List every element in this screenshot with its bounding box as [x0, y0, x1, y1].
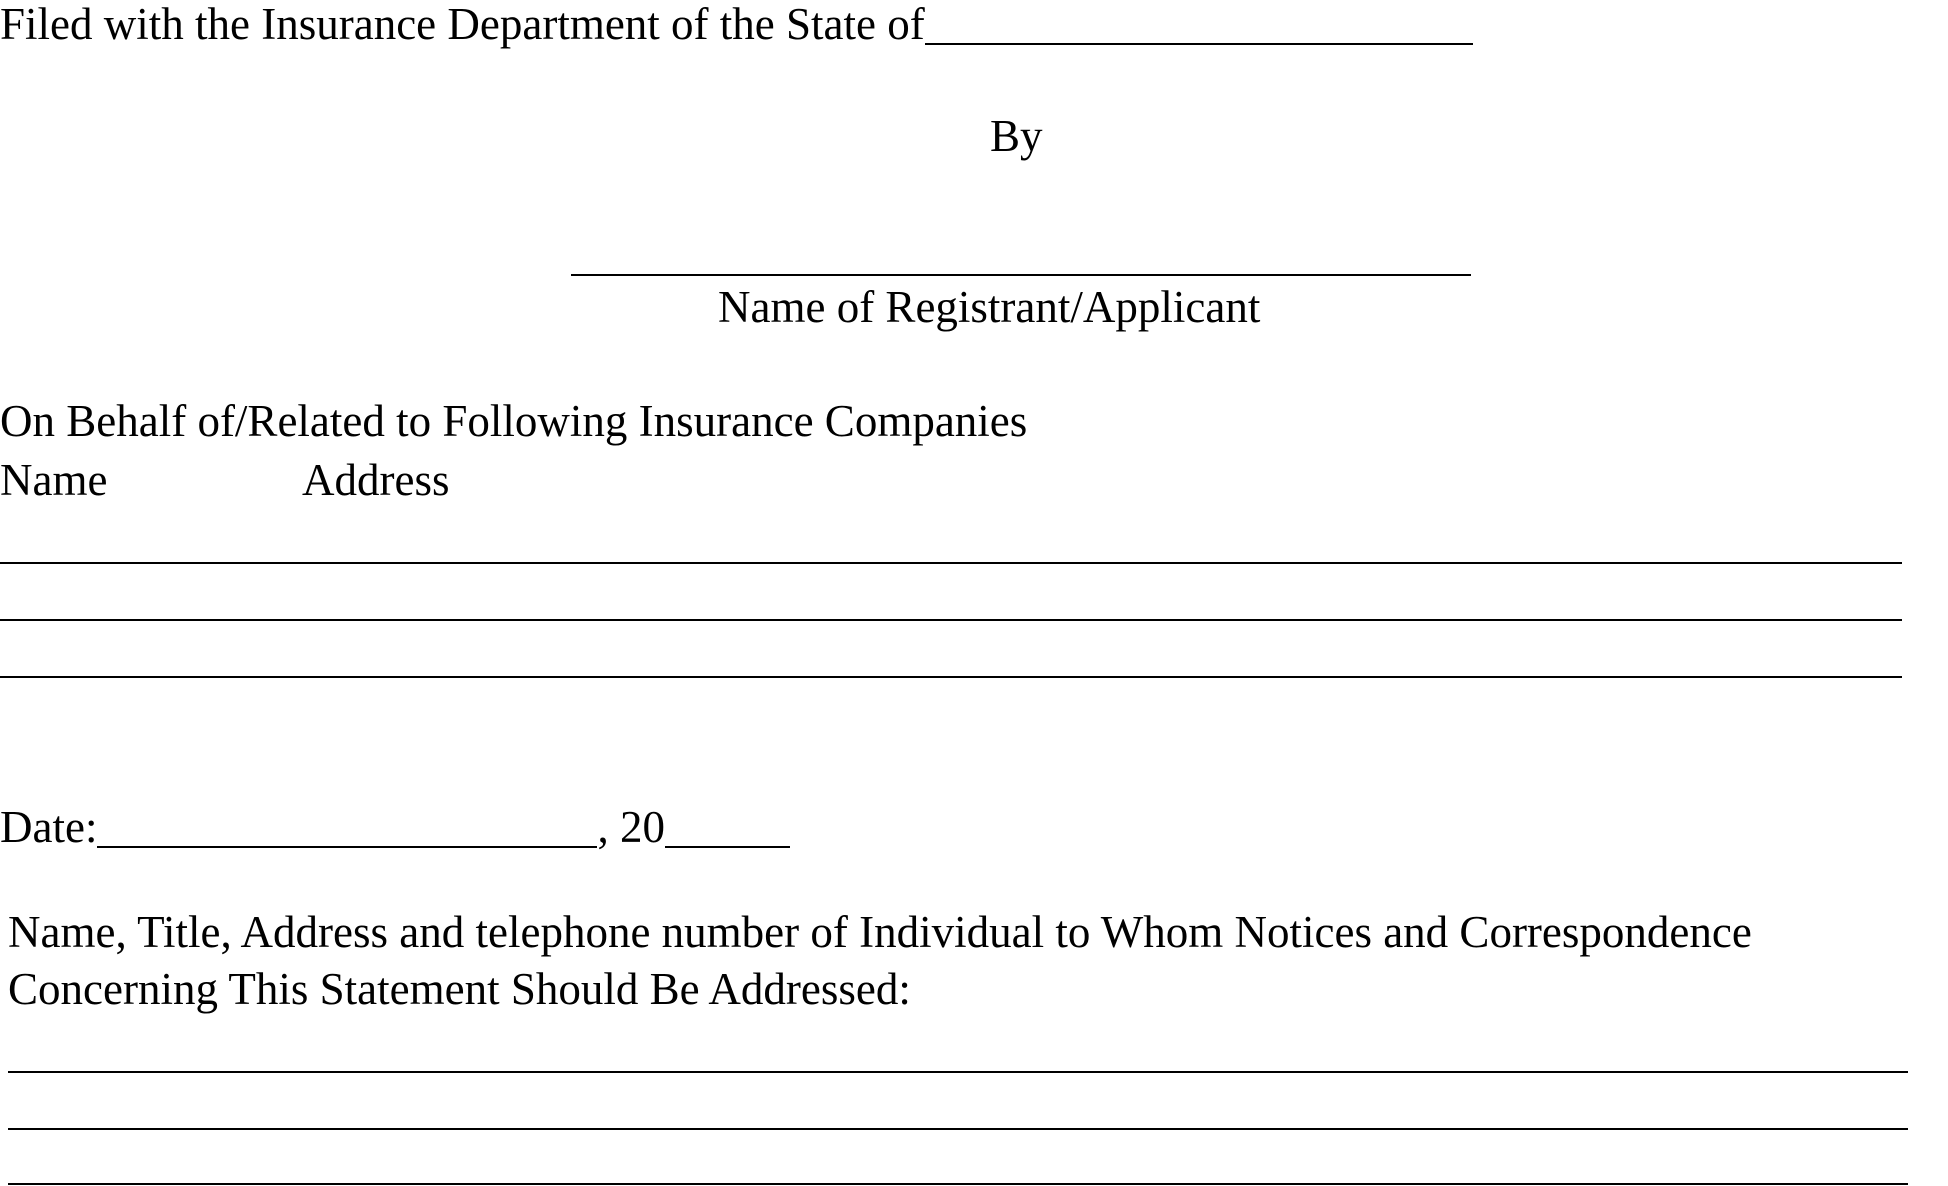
notices-blank-line-1[interactable]	[8, 1071, 1908, 1073]
state-blank[interactable]	[925, 41, 1473, 45]
date-line	[0, 802, 790, 852]
company-blank-line-2[interactable]	[0, 619, 1902, 621]
registrant-blank[interactable]	[571, 274, 1471, 276]
column-address-label: Address	[302, 455, 450, 505]
filed-with-line	[0, 2, 1473, 47]
notices-line-1: Name, Title, Address and telephone number of Individual to Whom Notices and Correspondence	[8, 907, 1752, 957]
date-year-prefix: , 20	[597, 802, 665, 852]
column-name-label: Name	[0, 455, 108, 505]
behalf-heading: On Behalf of/Related to Following Insurance Companies	[0, 396, 1028, 446]
notices-blank-line-3[interactable]	[8, 1183, 1908, 1185]
company-blank-line-3[interactable]	[0, 676, 1902, 678]
registrant-label: Name of Registrant/Applicant	[718, 282, 1261, 332]
filed-with-label: Filed with the Insurance Department of the State of	[0, 0, 925, 49]
date-label: Date:	[0, 802, 98, 852]
by-label: By	[990, 111, 1043, 161]
date-blank[interactable]	[97, 844, 597, 848]
company-blank-line-1[interactable]	[0, 562, 1902, 564]
notices-line-2: Concerning This Statement Should Be Addressed:	[8, 964, 911, 1014]
year-blank[interactable]	[665, 844, 790, 848]
notices-blank-line-2[interactable]	[8, 1128, 1908, 1130]
